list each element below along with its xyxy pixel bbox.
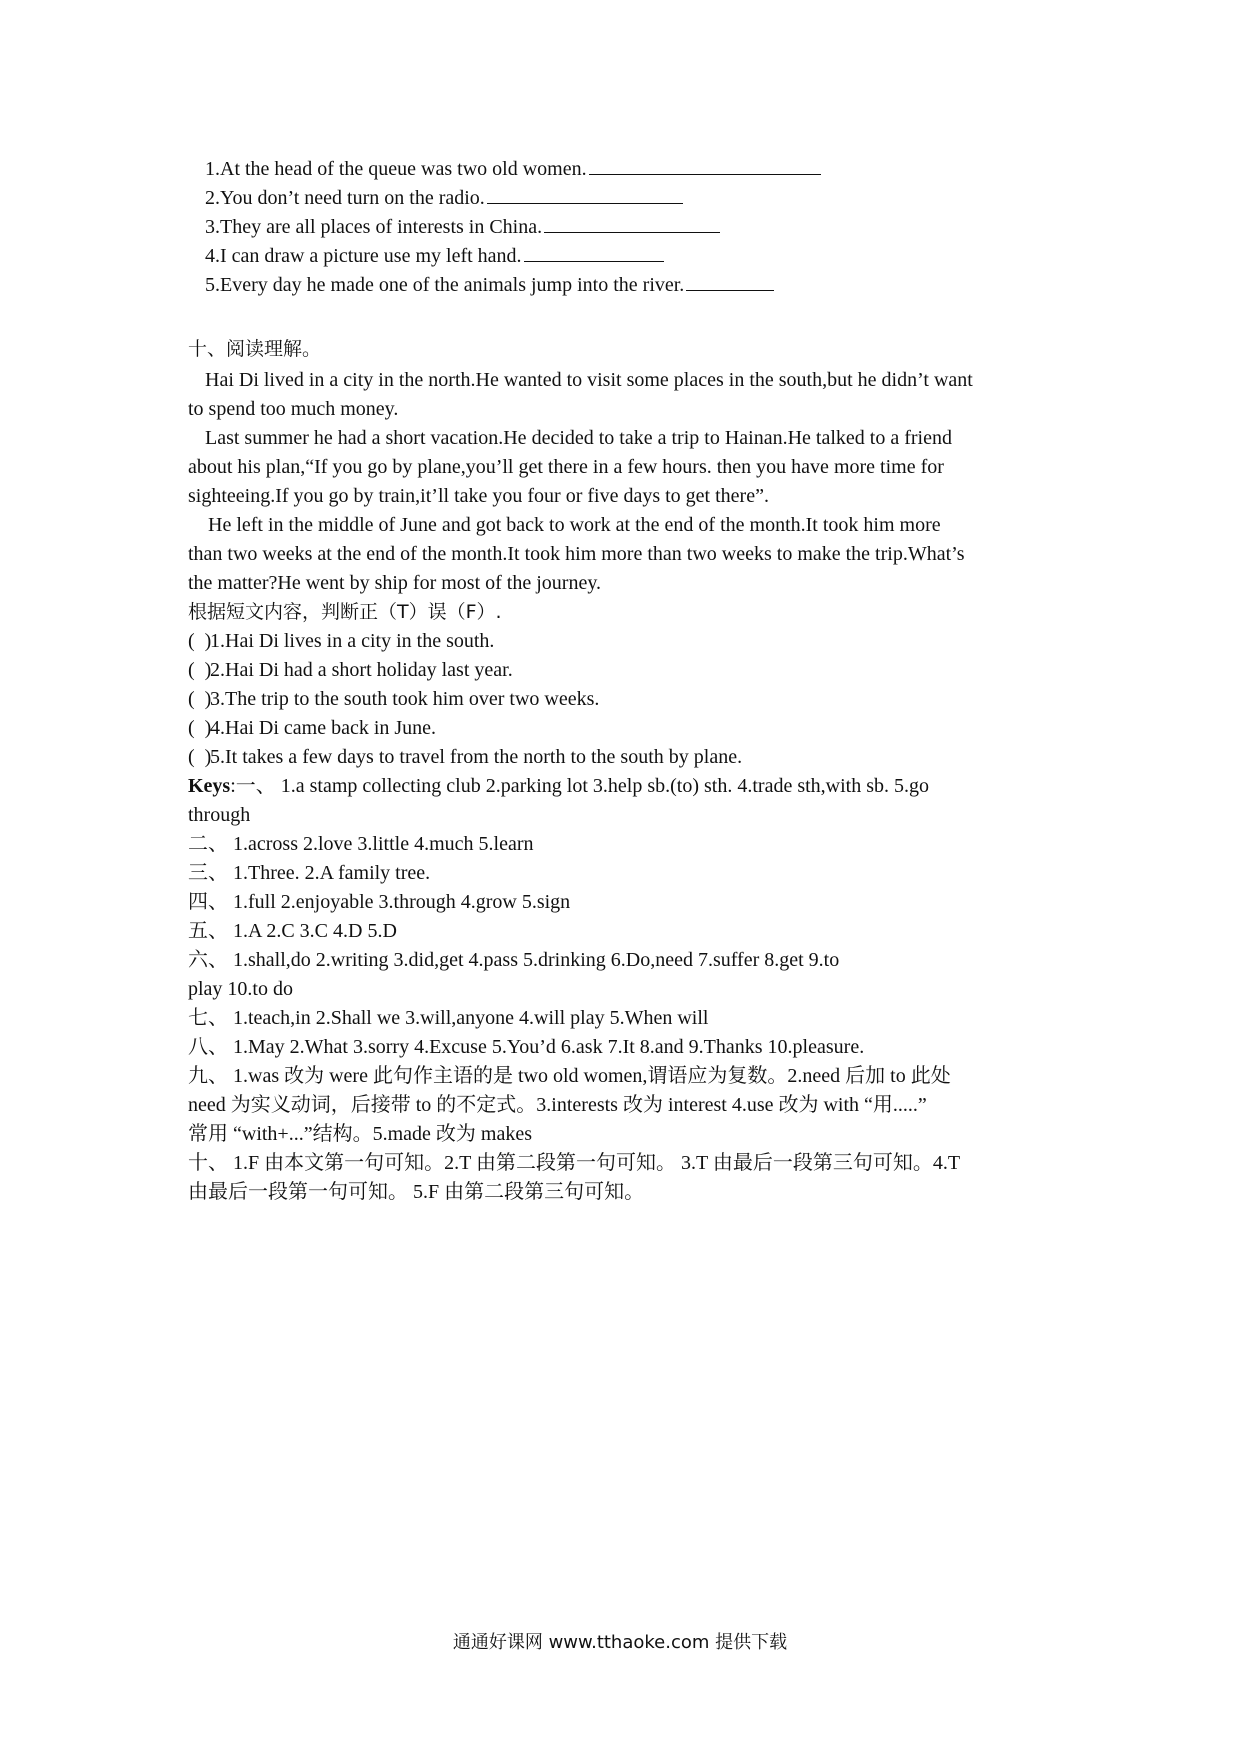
keys-line: 二、 1.across 2.love 3.little 4.much 5.learn [188, 833, 534, 855]
answer-paren: ( ) [188, 746, 212, 768]
tf-question-3: ( )3.The trip to the south took him over two weeks. [188, 688, 600, 710]
keys-line: 六、 1.shall,do 2.writing 3.did,get 4.pass 5.drinking 6.Do,need 7.suffer 8.get 9.to [188, 949, 840, 971]
passage-line: to spend too much money. [188, 398, 399, 420]
answer-blank [487, 185, 683, 204]
answer-paren: ( ) [188, 630, 212, 652]
passage-line: Last summer he had a short vacation.He decided to take a trip to Hainan.He talked to a friend [205, 427, 952, 449]
keys-line: play 10.to do [188, 978, 293, 1000]
keys-line: 由最后一段第一句可知。 5.F 由第二段第三句可知。 [188, 1181, 645, 1203]
keys-label: Keys [188, 775, 231, 797]
error-item-1: 1.At the head of the queue was two old women. [205, 156, 821, 181]
tf-question-4: ( )4.Hai Di came back in June. [188, 717, 437, 739]
error-item-5: 5.Every day he made one of the animals jump into the river. [205, 272, 774, 297]
answer-blank [524, 243, 664, 262]
keys-line: 四、 1.full 2.enjoyable 3.through 4.grow 5.sign [188, 891, 571, 913]
keys-line: 八、 1.May 2.What 3.sorry 4.Excuse 5.You’d 6.ask 7.It 8.and 9.Thanks 10.pleasure. [188, 1036, 865, 1058]
passage-line: He left in the middle of June and got back to work at the end of the month.It took him more [208, 514, 941, 536]
passage-line: Hai Di lived in a city in the north.He wanted to visit some places in the south,but he didn’t want [205, 369, 973, 391]
keys-line: 十、 1.F 由本文第一句可知。2.T 由第二段第一句可知。 3.T 由最后一段第三句可知。4.T [188, 1152, 961, 1174]
keys-line: Keys:一、 1.a stamp collecting club 2.parking lot 3.help sb.(to) sth. 4.trade sth,with sb. 5.go [188, 775, 930, 797]
tf-question-5: ( )5.It takes a few days to travel from the north to the south by plane. [188, 746, 743, 768]
answer-blank [544, 214, 720, 233]
keys-line: need 为实义动词，后接带 to 的不定式。3.interests 改为 interest 4.use 改为 with “用.....” [188, 1094, 927, 1116]
answer-paren: ( ) [188, 688, 212, 710]
tf-question-2: ( )2.Hai Di had a short holiday last year. [188, 659, 513, 681]
instruction: 根据短文内容，判断正（T）误（F）. [188, 601, 502, 623]
keys-line: 五、 1.A 2.C 3.C 4.D 5.D [188, 920, 397, 942]
page-footer: 通通好课网 www.tthaoke.com 提供下载 [452, 1632, 788, 1653]
answer-paren: ( ) [188, 717, 212, 739]
passage-line: about his plan,“If you go by plane,you’ll get there in a few hours. then you have more time for [188, 456, 944, 478]
answer-blank [686, 272, 774, 291]
keys-line: 七、 1.teach,in 2.Shall we 3.will,anyone 4.will play 5.When will [188, 1007, 709, 1029]
error-item-3: 3.They are all places of interests in China. [205, 214, 720, 239]
error-item-4: 4.I can draw a picture use my left hand. [205, 243, 664, 268]
passage-line: the matter?He went by ship for most of the journey. [188, 572, 602, 594]
keys-line: 常用 “with+...”结构。5.made 改为 makes [188, 1123, 532, 1145]
tf-question-1: ( )1.Hai Di lives in a city in the south. [188, 630, 495, 652]
keys-line: through [188, 804, 251, 826]
section-heading: 十、阅读理解。 [188, 338, 322, 360]
keys-line: 三、 1.Three. 2.A family tree. [188, 862, 431, 884]
passage-line: sighteeing.If you go by train,it’ll take you four or five days to get there”. [188, 485, 769, 507]
answer-blank [589, 156, 821, 175]
answer-paren: ( ) [188, 659, 212, 681]
passage-line: than two weeks at the end of the month.It took him more than two weeks to make the trip.What’s [188, 543, 965, 565]
keys-line: 九、 1.was 改为 were 此句作主语的是 two old women,谓语应为复数。2.need 后加 to 此处 [188, 1065, 951, 1087]
error-item-2: 2.You don’t need turn on the radio. [205, 185, 683, 210]
